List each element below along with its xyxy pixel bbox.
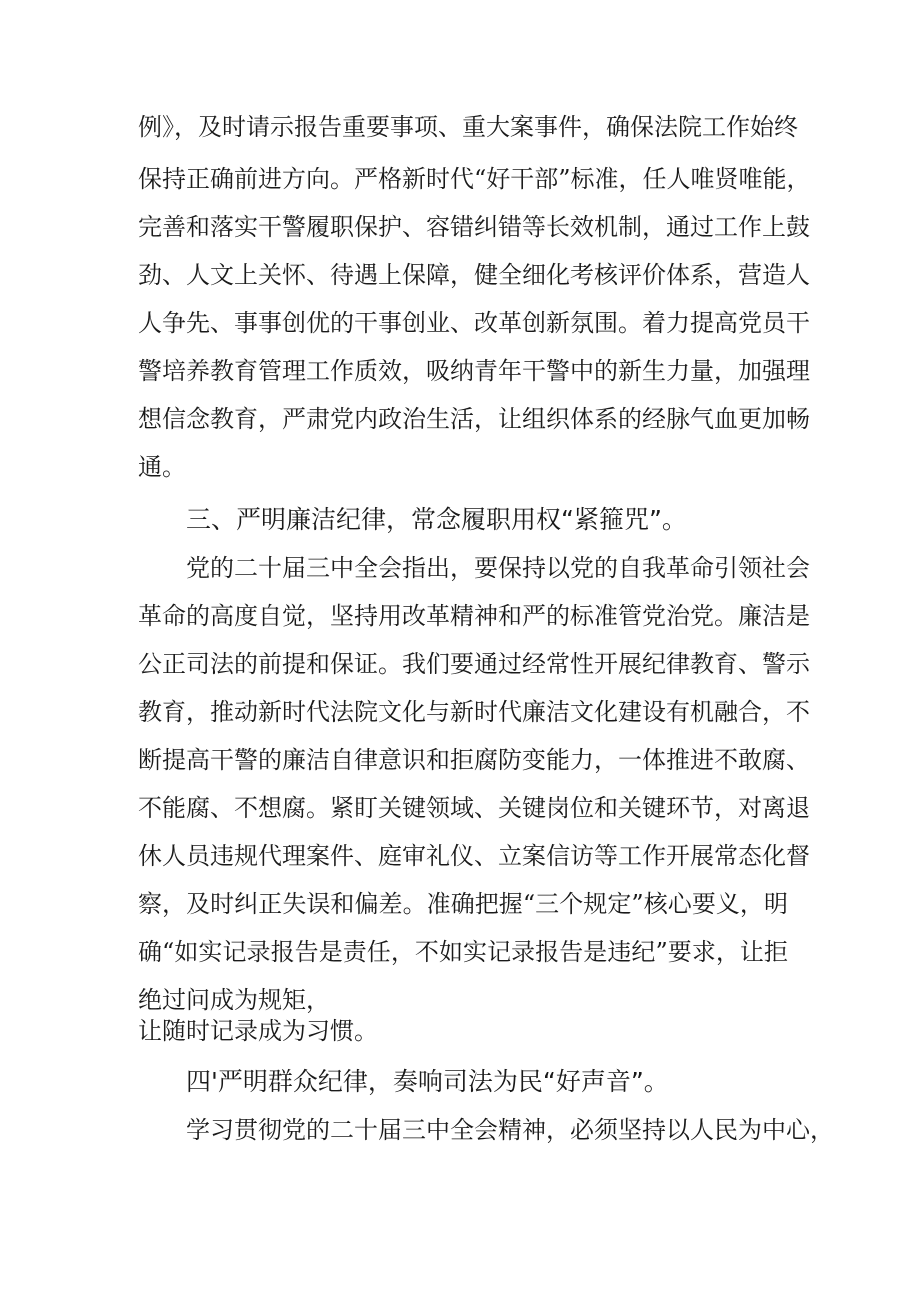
paragraph-line: 通。 xyxy=(138,453,186,481)
paragraph-line: 党的二十届三中全会指出，要保持以党的自我革命引领社会 xyxy=(186,554,810,582)
paragraph-line: 教育，推动新时代法院文化与新时代廉洁文化建设有机融合，不 xyxy=(138,698,810,726)
paragraph-line: 劲、人文上关怀、待遇上保障，健全细化考核评价体系，营造人 xyxy=(138,261,810,289)
paragraph-line: 完善和落实干警履职保护、容错纠错等长效机制，通过工作上鼓 xyxy=(138,213,810,241)
section-heading-3: 三、严明廉洁纪律，常念履职用权“紧箍咒”。 xyxy=(186,505,687,534)
paragraph-line: 确“如实记录报告是责任，不如实记录报告是违纪”要求，让拒 xyxy=(138,938,788,966)
paragraph-line: 警培养教育管理工作质效，吸纳青年干警中的新生力量，加强理 xyxy=(138,357,810,385)
paragraph-line: 人争先、事事创优的干事创业、改革创新氛围。着力提高党员干 xyxy=(138,309,810,337)
paragraph-line: 例》，及时请示报告重要事项、重大案事件，确保法院工作始终 xyxy=(138,113,798,141)
paragraph-line: 学习贯彻党的二十届三中全会精神，必须坚持以人民为中心， xyxy=(186,1116,834,1144)
paragraph-line: 绝过问成为规矩， xyxy=(138,986,330,1014)
paragraph-line: 让随时记录成为习惯。 xyxy=(138,1017,378,1045)
paragraph-line: 不能腐、不想腐。紧盯关键领域、关键岗位和关键环节，对离退 xyxy=(138,794,810,822)
paragraph-line: 想信念教育，严肃党内政治生活，让组织体系的经脉气血更加畅 xyxy=(138,405,810,433)
section-heading-4: 四'严明群众纪律，奏响司法为民“好声音”。 xyxy=(186,1067,669,1096)
paragraph-line: 察，及时纠正失误和偏差。准确把握“三个规定”核心要义，明 xyxy=(138,890,788,918)
paragraph-line: 保持正确前进方向。严格新时代“好干部”标准，任人唯贤唯能， xyxy=(138,165,811,193)
paragraph-line: 断提高干警的廉洁自律意识和拒腐防变能力，一体推进不敢腐、 xyxy=(138,746,810,774)
paragraph-line: 革命的高度自觉，坚持用改革精神和严的标准管党治党。廉洁是 xyxy=(138,602,810,630)
paragraph-line: 休人员违规代理案件、庭审礼仪、立案信访等工作开展常态化督 xyxy=(138,842,810,870)
paragraph-line: 公正司法的前提和保证。我们要通过经常性开展纪律教育、警示 xyxy=(138,650,810,678)
